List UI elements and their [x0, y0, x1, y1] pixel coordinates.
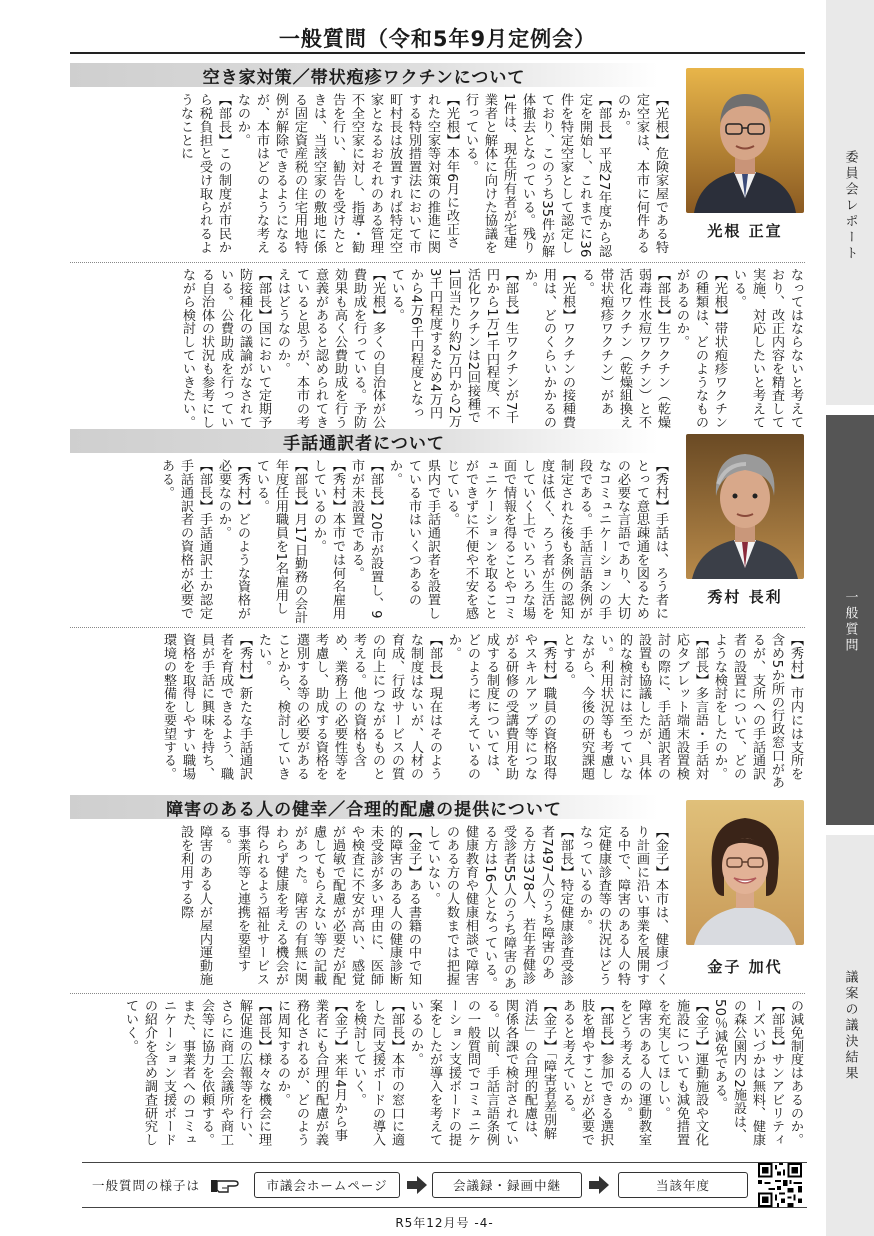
- portrait-man-glasses-icon: [686, 68, 804, 213]
- council-homepage-button[interactable]: [254, 1172, 400, 1198]
- section-heading-sign-language: [70, 429, 658, 453]
- speaker-photo: [686, 434, 804, 579]
- section-divider: [70, 627, 805, 628]
- article-upper-text: 【光根】危険家屋である特定空家は、本市に何件あるのか。 【部長】平成27年度から認定を開始し、これまでに36件を特定空家として認定しており、このうち35件が解体撤去となっている。残り1件は、現在所有者が宅建業者と解体に向けた協議を行っている。 【光根】本年6月に改正された空家等対策の推進に関する特別措置法において市町村長は放置すれば特定空家となるおそれのある管理不全空家に対し、指導・勧告を行い、勧告を受けたときは、当該空家の敷地に係る固定資産税の住宅用地特例が解除できるようになるが、本市はどのような考えなのか。 【部長】この制度が市民から税負担と受け取られるようなことに: [178, 93, 668, 258]
- article-lower-text: なってはならないと考えており、改正内容を精査して実施、対応したいと考えている。 【光根】帯状疱疹ワクチンの種類は、どのようなものがあるのか。 【部長】生ワクチン（乾燥弱毒性水痘ワクチン）と不活化ワクチン（乾燥組換え帯状疱疹ワクチン）がある。 【光根】ワクチンの接種費用は、どのくらいかかるのか。 【部長】生ワクチンが7千円から1万1千円程度、不活化ワクチンは2回接種で1回当たり約2万円から2万3千円程度するため4万円から4万6千円程度となっている。 【光根】多くの自治体が公費助成を行っている。予防効果も高く公費助成を行う意義があると認められてきていると思うが、本市の考えはどうなのか。 【部長】国において定期予防接種化の議論がなされている。公費助成を行っている自治体の状況も参考にしながら検討していきたい。: [180, 268, 803, 429]
- section-heading-text: 空き家対策／帯状疱疹ワクチンについて: [202, 67, 526, 88]
- speaker-photo: [686, 68, 804, 213]
- speaker-photo: [686, 800, 804, 945]
- page-number: R5年12月号 -4-: [395, 1216, 494, 1230]
- side-tab-label: 一般質問: [842, 590, 858, 654]
- button-label: 会議録・録画中継: [452, 1178, 561, 1193]
- arrow-right-icon: [406, 1176, 428, 1194]
- section-divider: [70, 993, 805, 994]
- speaker-name: 光根 正宣: [707, 222, 783, 240]
- article-lower-text: の減免制度はあるのか。 【部長】サンアビリティーズいづかは無料、健康の森公園内の2施設は、50％減免である。 【金子】運動施設や文化施設についても減免措置を充実してほしい。 障害のある人の運動教室をどう考えるのか。 【部長】参加できる選択肢を増やすことが必要であると考えている。 【金子】「障害者差別解消法」の合理的配慮は、関係各課で検討されている。以前、手話言語条例の一般質問でコミュニケーション支援ボードの提案をしたが導入を考えているのか。 【部長】本市の窓口に適した同支援ボードの導入を検討していく。 【金子】来年4月から事業者にも合理的配慮が義務化されるが、どのように周知するのか。 【部長】様々な機会に理解促進の広報等を行い、さらに商工会議所や商工会等に協力を依頼する。また、事業者へのコミュニケーション支援ボードの紹介を含め調査研究していく。: [123, 999, 803, 1147]
- button-label: 市議会ホームページ: [266, 1178, 388, 1193]
- side-tab-bill-results[interactable]: [826, 835, 874, 1236]
- article-upper-text: 【金子】本市は、健康づくり計画に沿い事業を展開する中で、障害のある人の特定健康診査等の状況はどうなっているのか。 【部長】特定健康診査受診者7497人のうち障害のある方は378人、若年者健診受診者55人のうち障害のある方は16人となっている。健康教育や健康相談で障害のある方の人数までは把握していない。 【金子】ある書籍の中で知的障害のある人の健康診断未受診が多い理由に、医師や検査に不安が高い、感覚が過敏で配慮が必要だが配慮してもらえない等の記載があった。障害の有無に関わらず健康を考える機会が得られるよう福祉サービス事業所等と連携を要望する。 障害のある人が屋内運動施設を利用する際: [178, 825, 668, 990]
- page-title: 一般質問（令和5年9月定例会）: [70, 24, 805, 54]
- side-tab-committee-report[interactable]: [826, 0, 874, 405]
- portrait-man-gray-hair-icon: [686, 434, 804, 579]
- section-heading-text: 手話通訳者について: [283, 433, 445, 454]
- footer-navigation: [82, 1162, 807, 1208]
- section-divider: [70, 262, 805, 263]
- arrow-right-icon: [588, 1176, 610, 1194]
- qr-code-icon[interactable]: [758, 1163, 802, 1207]
- side-tab-label: 委員会レポート: [842, 150, 858, 262]
- footer-label: 一般質問の様子は: [92, 1178, 201, 1193]
- hand-pointer-icon: [210, 1175, 240, 1195]
- current-fiscal-year-button[interactable]: [618, 1172, 748, 1198]
- button-label: 当該年度: [655, 1178, 710, 1193]
- side-tab-general-question[interactable]: [826, 415, 874, 825]
- speaker-name: 秀村 長利: [707, 588, 783, 606]
- minutes-video-button[interactable]: [432, 1172, 582, 1198]
- section-heading-disability: [70, 795, 658, 819]
- section-heading-vacant-houses: [70, 63, 658, 87]
- article-lower-text: 【秀村】市内には支所を含め5か所の行政窓口があるが、支所への手話通訳者の設置について、どのような検討をしたのか。 【部長】多言語・手話対応タブレット端末設置検討の際に、手話通訳者の設置も協議したが、具体的な検討には至っていない。利用状況等も考慮しながら、今後の研究課題とする。 【秀村】職員の資格取得やスキルアップ等につながる研修の受講費用を助成する制度については、どのように考えているのか。 【部長】現在はそのような制度はないが、人材の育成、行政サービスの質の向上につながるものと考える。他の資格も含め、業務上の必要性等を考慮し、助成する資格を選別する等の必要があることから、検討していきたい。 【秀村】新たな手話通訳者を育成できるよう、職員が手話に興味を持ち、資格を取得しやすい職場環境の整備を要望する。: [161, 633, 803, 789]
- speaker-name: 金子 加代: [707, 958, 783, 976]
- side-tab-label: 議案の議決結果: [842, 970, 858, 1082]
- article-upper-text: 【秀村】手話は、ろう者にとって意思疎通を図るための必要な言語であり、大切なコミュニケーションの手段である。手話言語条例が制定された後も条例の認知度は低く、ろう者が生活をしていく上でいろいろな場面で情報を得ることやコミュニケーションを取ることができずに不便や不安を感じている。 県内で手話通訳者を設置している市はいくつあるのか。 【部長】20市が設置し、9市が未設置である。 【秀村】本市では何名雇用しているのか。 【部長】月17日勤務の会計年度任用職員を1名雇用している。 【秀村】どのような資格が必要なのか。 【部長】手話通訳士か認定手話通訳者の資格が必要である。: [159, 459, 668, 624]
- portrait-woman-glasses-icon: [686, 800, 804, 945]
- section-heading-text: 障害のある人の健幸／合理的配慮の提供について: [166, 799, 562, 820]
